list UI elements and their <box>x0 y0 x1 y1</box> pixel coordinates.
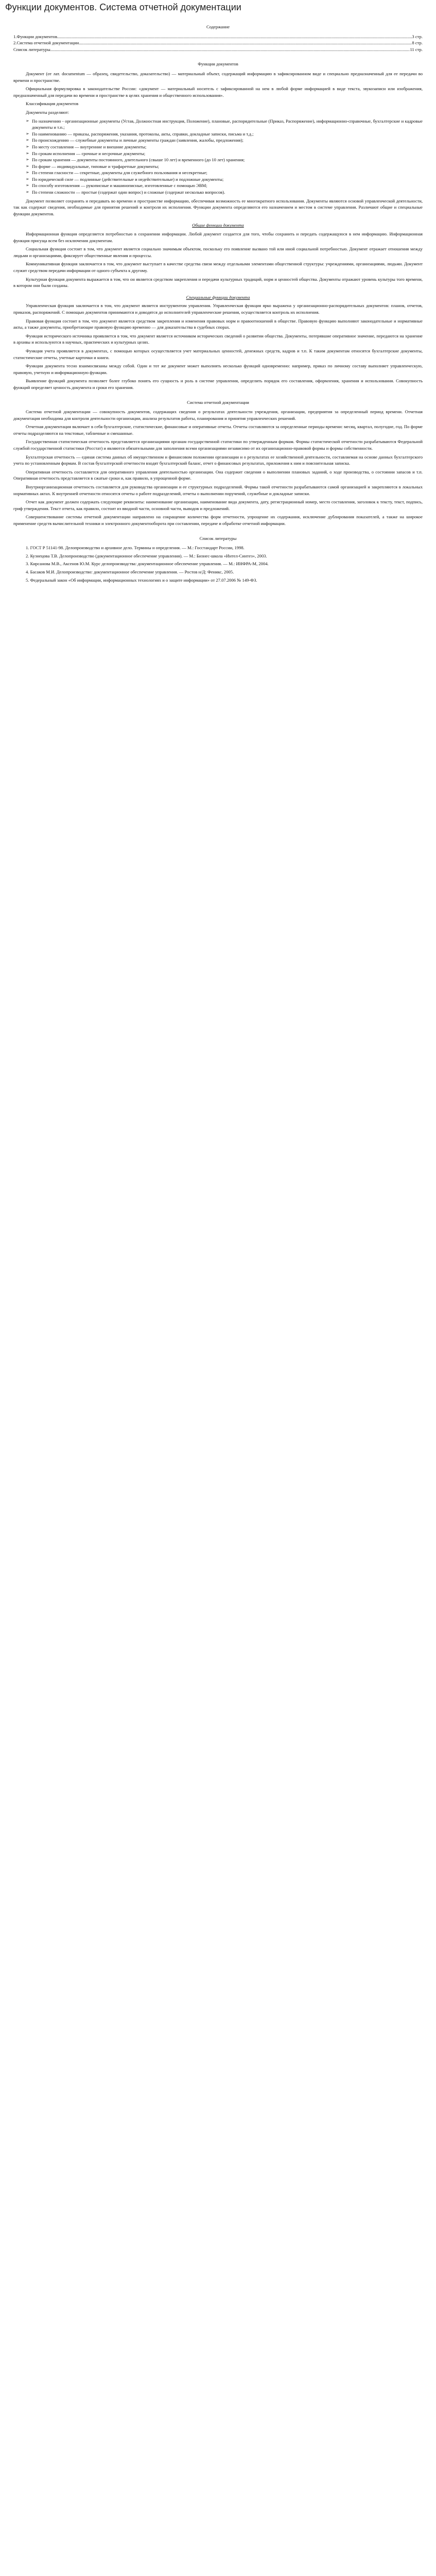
reference-item: 2. Кузнецова Т.В. Делопроизводство (документационное обеспечение управления). — М.: Бизнес-школа «Интел-Синтез», 2003. <box>26 553 267 558</box>
toc-item-page: 3 стр. <box>412 33 423 39</box>
paragraph: Функции документа тесно взаимосвязаны между собой. Один и тот же документ может выполнять несколько функций одновременно: например, приказ по личному составу выполняет управленческую, правовую, учетную и информационную функции. <box>13 363 423 375</box>
paragraph: Система отчетной документации — совокупность документов, содержащих сведения о результатах деятельности учреждения, организации, предприятия за определенный период времени. Отчетная документация необходима для контроля деятельности организации, анализа результатов работы, планирования и принятия управленческих решений. <box>13 409 423 421</box>
list-item: ➢ По происхождению — служебные документы и личные документы граждан (заявления, жалобы, предложения); <box>26 137 423 144</box>
paragraph: Официальная формулировка в законодательстве России: «документ — материальный носитель с зафиксированной на нем в любой форме информацией в виде текста, звукозаписи или изображения, предназначенный для передачи во времени и пространстве в целях хранения и общественного использования». <box>13 86 423 98</box>
paragraph: Классификация документов <box>26 101 79 107</box>
toc-item-label: 1.Функции документов <box>13 33 58 39</box>
reference-item: 5. Федеральный закон «Об информации, информационных технологиях и о защите информации» от 27.07.2006 № 149-ФЗ. <box>26 577 257 583</box>
toc-item-label: 2.Система отчетной документации <box>13 40 79 46</box>
paragraph: Оперативная отчетность составляется для оперативного управления деятельностью организации. Она содержит сведения о выполнении плановых заданий, о ходе производства, о состоянии запасов и т.п. Оперативная отчетность представляется в сжатые сроки и, как правило, в упрощенной форме. <box>13 469 423 481</box>
toc-title: Содержание <box>206 24 230 29</box>
paragraph: Управленческая функция заключается в том, что документ является инструментом управления. Управленческая функция ярко выражена у организационно-распорядительных документов: планов, отчетов, приказов, распоряжений. С помощью документов принимаются и доводятся до исполнителей управленческие решения, осуществляется контроль их исполнения. <box>13 303 423 315</box>
paragraph: Совершенствование системы отчетной документации направлено на сокращение количества форм отчетности, упрощение их содержания, исключение дублирования показателей, а также на широкое применение средств вычислительной техники и электронного документооборота при составлении, передаче и обработке отчетной информации. <box>13 514 423 526</box>
list-item: ➢ По срокам исполнения — срочные и несрочные документы; <box>26 150 423 157</box>
paragraph: Выявление функций документа позволяет более глубоко понять его сущность и роль в системе управления, определить порядок его составления, оформления, хранения и использования. Совокупность функций определяет ценность документа и сроки его хранения. <box>13 378 423 390</box>
toc-item-page: 11 стр. <box>410 46 423 52</box>
subsection-title-text: Общие функции документа <box>192 223 244 228</box>
toc-item <box>13 33 423 40</box>
toc-item <box>13 40 423 46</box>
paragraph: Функция учета проявляется в документах, с помощью которых осуществляется учет материальных ценностей, денежных средств, кадров и т.п. К таким документам относятся бухгалтерские документы, статистические отчеты, учетные карточки и книги. <box>13 348 423 360</box>
subsection-title-text: Специальные функции документа <box>186 294 250 300</box>
paragraph: Информационная функция определяется потребностью в сохранении информации. Любой документ создается для того, чтобы сохранить и передать содержащуюся в нем информацию. Информационная функция присуща всем без исключения документам. <box>13 231 423 243</box>
section-title: Функции документов <box>198 61 238 67</box>
list-item: ➢ По месту составления — внутренние и внешние документы; <box>26 144 423 150</box>
paragraph: Правовая функция состоит в том, что документ является средством закрепления и изменения правовых норм и правоотношений в обществе. Правовую функцию выполняют законодательные и нормативные акты, а также документы, приобретающие правовую функцию временно — для доказательства в судебных спорах. <box>13 318 423 330</box>
paragraph: Бухгалтерская отчетность — единая система данных об имущественном и финансовом положении организации и о результатах ее хозяйственной деятельности, составляемая на основе данных бухгалтерского учета по установленным формам. В состав бухгалтерской отчетности входят бухгалтерский баланс, отчет о финансовых результатах, приложения к ним и пояснительная записка. <box>13 454 423 466</box>
list-item: ➢ По степени гласности — секретные, документы для служебного пользования и несекретные; <box>26 170 423 176</box>
list-item: ➢ По назначению - организационные документы (Устав, Должностная инструкция, Положение), плановые, распорядительные (Приказ, Распоряжение), информационно-справочные, бухгалтерские и кадровые документы и т.п.; <box>26 118 423 131</box>
page-title: Функции документов. Система отчетной документации <box>5 2 241 12</box>
toc-leader <box>50 46 410 53</box>
paragraph: Внутриорганизационная отчетность составляется для руководства организации и ее структурных подразделений. Формы такой отчетности разрабатываются самой организацией и закрепляются в локальных нормативных актах. К внутренней отчетности относятся отчеты о работе подразделений, отчеты о выполнении поручений, служебные и докладные записки. <box>13 484 423 496</box>
reference-item: 1. ГОСТ Р 51141-98. Делопроизводство и архивное дело. Термины и определения. — М.: Госстандарт России, 1998. <box>26 545 245 551</box>
classification-list <box>13 118 423 196</box>
paragraph: Культурная функция документа выражается в том, что он является средством закрепления и передачи культурных традиций, норм и ценностей общества. Документы отражают уровень культуры того времени, в котором они были созданы. <box>13 276 423 289</box>
list-item: ➢ По форме — индивидуальные, типовые и трафаретные документы; <box>26 163 423 170</box>
list-item: ➢ По срокам хранения — документы постоянного, длительного (свыше 10 лет) и временного (до 10 лет) хранения; <box>26 157 423 163</box>
toc-leader <box>79 40 412 46</box>
paragraph: Коммуникативная функция заключается в том, что документ выступает в качестве средства связи между отдельными элементами общественной структуры: учреждениями, организациями, людьми. Документ служит средством передачи информации от одного субъекта к другому. <box>13 261 423 273</box>
list-item: ➢ По способу изготовления — рукописные и машинописные, изготовленные с помощью ЭВМ; <box>26 182 423 189</box>
section-title: Система отчетной документации <box>187 399 249 405</box>
toc-item <box>13 46 423 53</box>
paragraph: Функция исторического источника проявляется в том, что документ является источником исторических сведений о развитии общества. Документы, потерявшие оперативное значение, передаются на хранение в архивы и используются в научных, практических и культурных целях. <box>13 333 423 345</box>
list-item: ➢ По наименованию — приказы, распоряжения, указания, протоколы, акты, справки, докладные записки, письма и т.д.; <box>26 131 423 138</box>
list-item: ➢ По юридической силе — подлинные (действительные и недействительные) и подложные документы; <box>26 176 423 183</box>
paragraph: Государственная статистическая отчетность представляется организациями органам государственной статистики по утвержденным формам. Формы статистической отчетности разрабатываются Федеральной службой государственной статистики (Росстат) и являются обязательными для заполнения всеми организациями независимо от их организационно-правовой формы и формы собственности. <box>13 439 423 451</box>
paragraph: Отчет как документ должен содержать следующие реквизиты: наименование организации, наименование вида документа, дату, регистрационный номер, место составления, заголовок к тексту, текст, подпись, гриф утверждения. Текст отчета, как правило, состоит из вводной части, основной части, выводов и предложений. <box>13 499 423 511</box>
toc-item-page: 8 стр. <box>412 40 423 46</box>
paragraph: Документ (от лат. documentum — образец, свидетельство, доказательство) — материальный объект, содержащий информацию в зафиксированном виде и специально предназначенный для ее передачи во времени и пространстве. <box>13 71 423 83</box>
toc-item-label: Список литературы <box>13 46 50 52</box>
subsection-title <box>13 294 423 301</box>
toc-leader <box>57 33 412 40</box>
subsection-title <box>13 222 423 229</box>
document-body <box>13 24 423 2576</box>
list-item: ➢ По степени сложности — простые (содержат один вопрос) и сложные (содержат несколько вопросов). <box>26 189 423 196</box>
paragraph: Отчетная документация включает в себя бухгалтерские, статистические, финансовые и оперативные отчеты. Отчеты составляются за определенные периоды времени: месяц, квартал, полугодие, год. По форме отчеты подразделяются на текстовые, табличные и смешанные. <box>13 424 423 436</box>
paragraph: Социальная функция состоит в том, что документ является социально значимым объектом, поскольку его появление вызвано той или иной социальной потребностью. Документ отражает отношения между людьми и организациями, фиксирует общественные явления и процессы. <box>13 246 423 258</box>
references-title: Список литературы <box>199 535 237 541</box>
reference-item: 3. Кирсанова М.В., Аксенов Ю.М. Курс делопроизводства: документационное обеспечение управления. — М.: ИНФРА-М, 2004. <box>26 561 269 567</box>
paragraph: Документ позволяет сохранять и передавать во времени и пространстве информацию, обеспечивая возможность ее многократного использования. Документы являются основой управленческой деятельности, так как содержат сведения, необходимые для принятия решений и контроля их исполнения. Функции документа определяются его назначением и местом в системе управления. Различают общие и специальные функции документов. <box>13 198 423 216</box>
reference-item: 4. Басаков М.И. Делопроизводство: документационное обеспечение управления. — Ростов н/Д: Феникс, 2005. <box>26 569 234 574</box>
paragraph: Документы разделяют: <box>26 109 69 115</box>
